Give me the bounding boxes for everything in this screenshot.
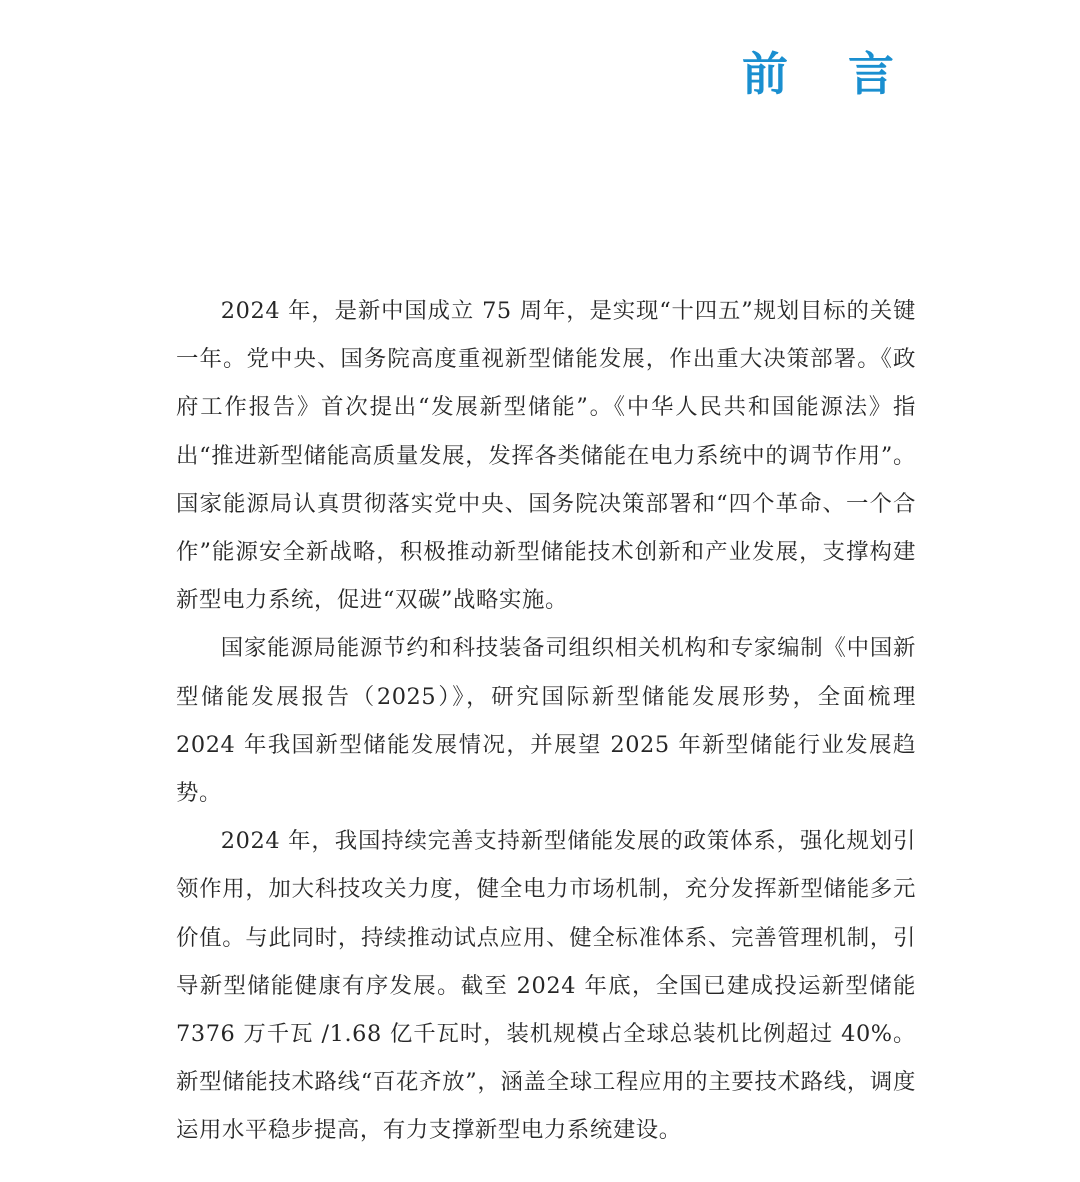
preface-body bbox=[176, 287, 916, 1155]
page-title: 前 言 bbox=[741, 47, 916, 101]
paragraph-3: 2024 年，我国持续完善支持新型储能发展的政策体系，强化规划引领作用，加大科技攻关力度，健全电力市场机制，充分发挥新型储能多元价值。与此同时，持续推动试点应用、健全标准体系、完善管理机制，引导新型储能健康有序发展。截至 2024 年底，全国已建成投运新型储能 7376 万千瓦 /1.68 亿千瓦时，装机规模占全球总装机比例超过 40%。新型储能技术路线“百花齐放”，涵盖全球工程应用的主要技术路线，调度运用水平稳步提高，有力支撑新型电力系统建设。 bbox=[176, 828, 916, 1144]
paragraph-1: 2024 年，是新中国成立 75 周年，是实现“十四五”规划目标的关键一年。党中央、国务院高度重视新型储能发展，作出重大决策部署。《政府工作报告》首次提出“发展新型储能”。《中华人民共和国能源法》指出“推进新型储能高质量发展，发挥各类储能在电力系统中的调节作用”。国家能源局认真贯彻落实党中央、国务院决策部署和“四个革命、一个合作”能源安全新战略，积极推动新型储能技术创新和产业发展，支撑构建新型电力系统，促进“双碳”战略实施。 bbox=[176, 298, 916, 614]
paragraph-2: 国家能源局能源节约和科技装备司组织相关机构和专家编制《中国新型储能发展报告（2025）》，研究国际新型储能发展形势，全面梳理 2024 年我国新型储能发展情况，并展望 2025 年新型储能行业发展趋势。 bbox=[176, 635, 916, 807]
